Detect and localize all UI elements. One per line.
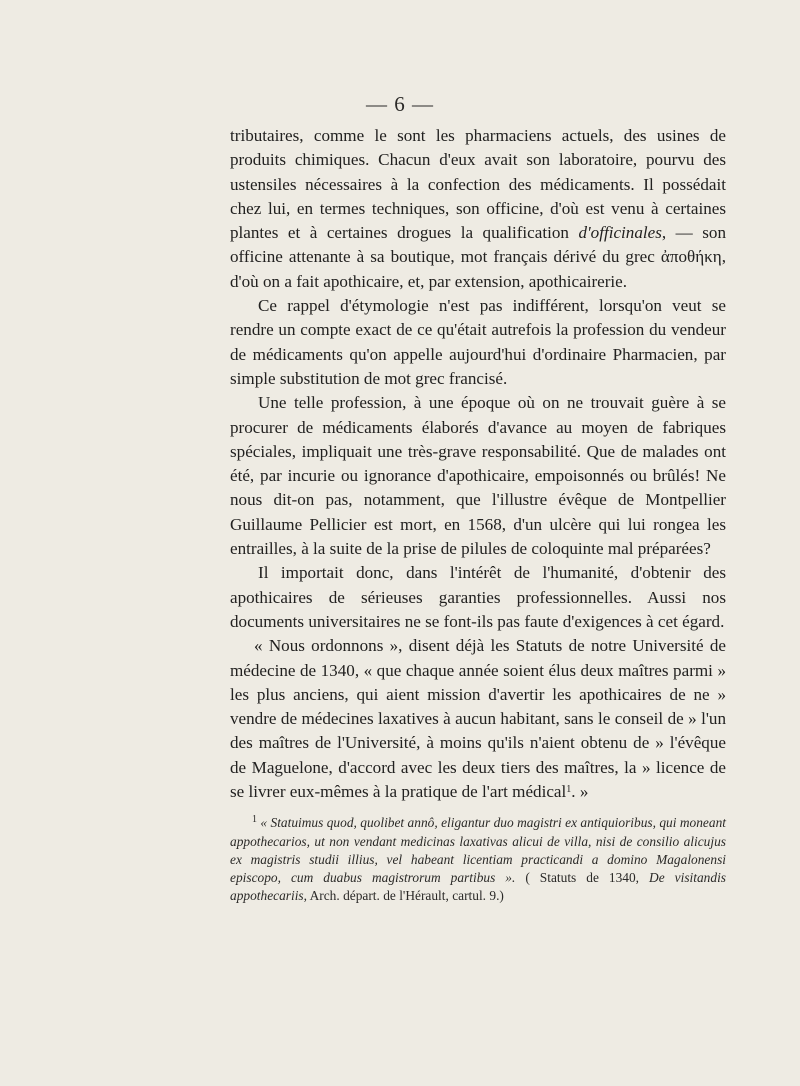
footnote [230, 814, 726, 905]
footnote-mark: 1 [252, 814, 257, 826]
paragraph-5-end: . » [571, 782, 589, 802]
paragraph-4: Il importait donc, dans l'intérêt de l'humanité, d'obtenir des apothicaires de sérieuses garanties professionnelles. Aussi nos documents universitaires ne se font-ils pas faute d'exigences à cet égard. [230, 563, 726, 631]
paragraph-3: Une telle profession, à une époque où on ne trouvait guère à se procurer de médicaments élaborés d'avance au moyen de fabriques spéciales, impliquait une très-grave responsabilité. Que de malades ont été, par incurie ou ignorance d'apothicaire, empoisonnés ou brûlés! Ne nous dit-on pas, notamment, que l'illustre évêque de Montpellier Guillaume Pellicier est mort, en 1568, d'un ulcère qui lui rongea les entrailles, à la suite de la prise de pilules de coloquinte mal préparées? [230, 393, 726, 559]
footnote-ref-close: , Arch. départ. de l'Hérault, cartul. 9.) [303, 888, 504, 904]
paragraph-1 [230, 124, 726, 294]
footnote-reference[interactable]: 1 [566, 784, 572, 796]
footnote-latin-text: « Statuimus quod, quolibet annô, eligantur duo magistri ex antiquioribus, qui moneant appothecarios, ut non vendant medicinas laxativas alicui de villa, nisi de consilio alicujus ex magistris studii illius, vel habeant licentiam practicandi a domino Magalonensi episcopo, cum duabus magistrorum partibus ». [230, 815, 726, 885]
page-number: — 6 — [366, 92, 434, 116]
footnote-ref-title: De visitandis appothecariis [230, 869, 726, 904]
page-content [230, 124, 726, 905]
paragraph-5-text: « Nous ordonnons », disent déjà les Statuts de notre Université de médecine de 1340, « que chaque année soient élus deux maîtres parmi » les plus anciens, qui aient mission d'avertir les apothicaires de ne » vendre de médecines laxatives à aucun habitant, sans le conseil de » l'un des maîtres de l'Université, à moins qu'ils n'aient obtenu de » l'évêque de Maguelone, d'accord avec les deux tiers des maîtres, la » licence de se livrer eux-mêmes à la pratique de l'art médical [230, 636, 726, 802]
body-text [230, 124, 726, 804]
paragraph-1-text: tributaires, comme le sont les pharmaciens actuels, des usines de produits chimiques. Chacun d'eux avait son laboratoire, pourvu des ustensiles nécessaires à la confection des médicaments. Il possédait chez lui, en termes techniques, son officine, d'où est venu à certaines plantes et à certaines drogues la qualification [230, 126, 726, 243]
paragraph-1-italic: d'officinales [578, 223, 662, 243]
paragraph-1-end: , — son officine attenante à sa boutique, mot français dérivé du grec ἀποθήκη, d'où on a fait apothicaire, et, par extension, apothicairerie. [230, 223, 726, 291]
footnote-ref-open: ( Statuts de 1340, [515, 869, 650, 885]
paragraph-2: Ce rappel d'étymologie n'est pas indifférent, lorsqu'on veut se rendre un compte exact de ce qu'était autrefois la profession du vendeur de médicaments qu'on appelle aujourd'hui d'ordinaire Pharmacien, par simple substitution de mot grec francisé. [230, 296, 726, 388]
paragraph-5-quote [230, 634, 726, 804]
